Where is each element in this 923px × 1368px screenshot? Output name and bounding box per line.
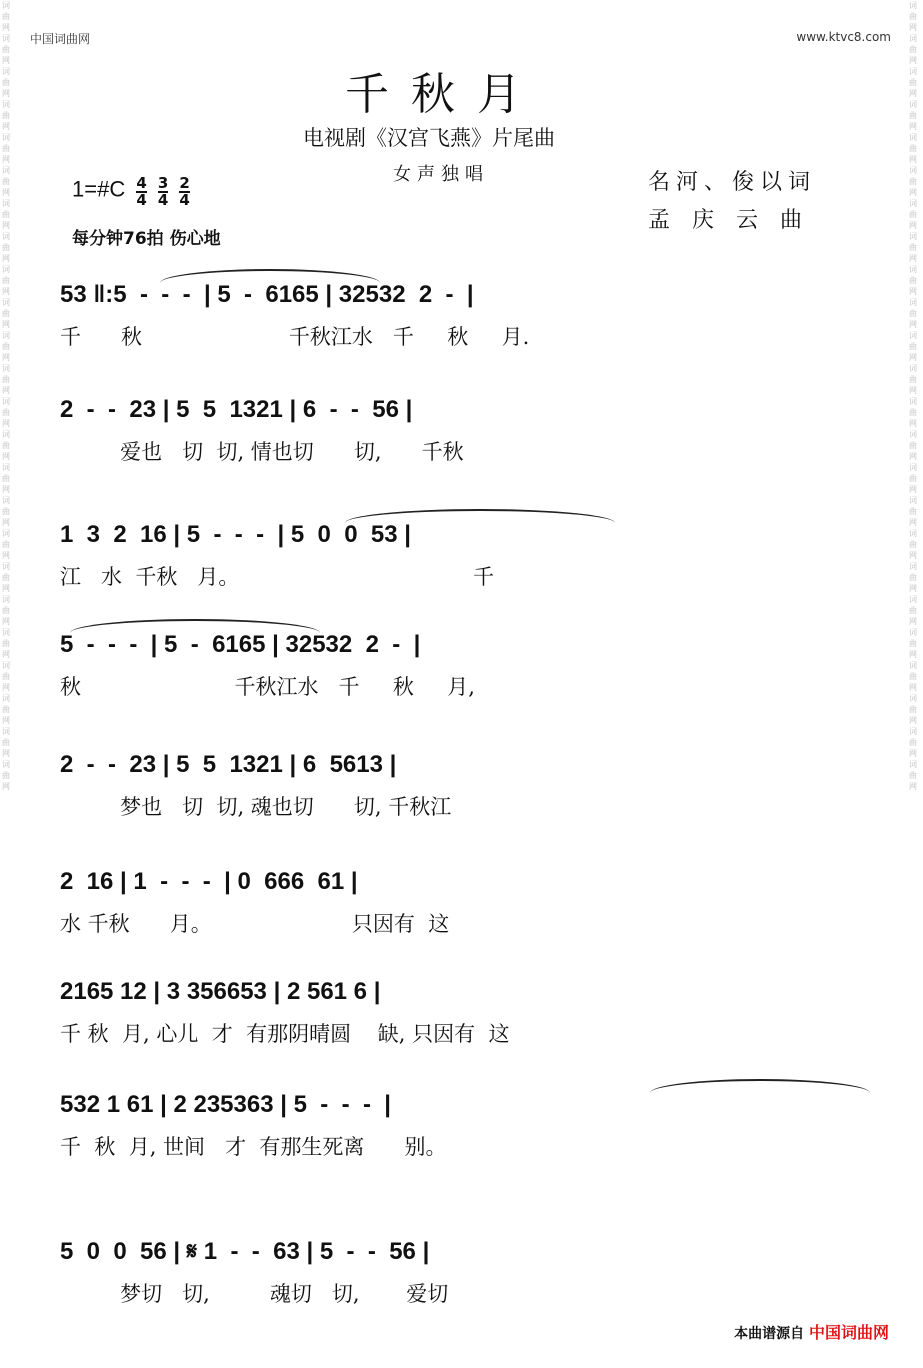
lyrics: 爱也 切 切, 情也切 切, 千秋 [60, 440, 464, 464]
notation: 2 - - 23 | 5 5 1321 | 6 - - 56 | [60, 396, 413, 423]
lyrics: 江 水 千秋 月。 千 [60, 565, 495, 589]
lyrics: 千 秋 月, 心儿 才 有那阴晴圆 缺, 只因有 这 [60, 1022, 510, 1046]
lyrics: 梦也 切 切, 魂也切 切, 千秋江 [60, 795, 452, 819]
notation: 2 - - 23 | 5 5 1321 | 6 5613 | [60, 751, 397, 778]
lyrics: 千 秋 千秋江水 千 秋 月. [60, 325, 530, 349]
source-footer [734, 1320, 889, 1343]
time-sig-3: $\frac{2}{4}$ [179, 174, 190, 209]
time-sig-2: $\frac{3}{4}$ [157, 174, 169, 209]
site-name: 中国词曲网 [30, 32, 91, 46]
lyrics: 秋 千秋江水 千 秋 月, [60, 675, 475, 699]
footer-brand: 中国词曲网 [808, 1323, 889, 1342]
song-title: 千秋月 [345, 69, 543, 120]
performance-type: 女声独唱 [393, 164, 489, 185]
notation: 1 3 2 16 | 5 - - - | 5 0 0 53 | [60, 521, 411, 548]
time-sig-1: $\frac{4}{4}$ [136, 174, 147, 209]
tempo-marking: 每分钟76拍 伤心地 [72, 229, 221, 249]
song-subtitle: 电视剧《汉宫飞燕》片尾曲 [303, 126, 555, 150]
watermark-right: 词曲网词曲网词曲网词曲网词曲网词曲网词曲网词曲网词曲网词曲网词曲网词曲网词曲网词曲网词曲网词曲网词曲网词曲网词曲网词曲网词曲网词曲网词曲网词曲网 [909, 1, 917, 791]
site-url: www.ktvc8.com [796, 30, 891, 44]
composer-credit: 孟庆云曲 [648, 208, 825, 233]
lyrics: 水 千秋 月。 只因有 这 [60, 912, 450, 936]
notation: 5 0 0 56 | 𝄋 1 - - 63 | 5 - - 56 | [60, 1238, 430, 1265]
notation: 2 16 | 1 - - - | 0 666 61 | [60, 868, 358, 895]
key-signature-block [72, 176, 190, 208]
watermark-left: 词曲网词曲网词曲网词曲网词曲网词曲网词曲网词曲网词曲网词曲网词曲网词曲网词曲网词曲网词曲网词曲网词曲网词曲网词曲网词曲网词曲网词曲网词曲网词曲网 [2, 1, 10, 791]
lyricist-credit: 名河、俊以词 [648, 170, 817, 195]
lyrics: 梦切 切, 魂切 切, 爱切 [60, 1282, 449, 1306]
notation: 532 1 61 | 2 235363 | 5 - - - | [60, 1091, 392, 1118]
notation: 53 ‖:5 - - - | 5 - 6165 | 32532 2 - | [60, 281, 474, 308]
notation: 2165 12 | 3 356653 | 2 561 6 | [60, 978, 381, 1005]
footer-label: 本曲谱源自 [734, 1326, 805, 1342]
lyrics: 千 秋 月, 世间 才 有那生死离 别。 [60, 1135, 447, 1159]
notation: 5 - - - | 5 - 6165 | 32532 2 - | [60, 631, 421, 658]
key-signature: 1=#C [72, 176, 126, 202]
